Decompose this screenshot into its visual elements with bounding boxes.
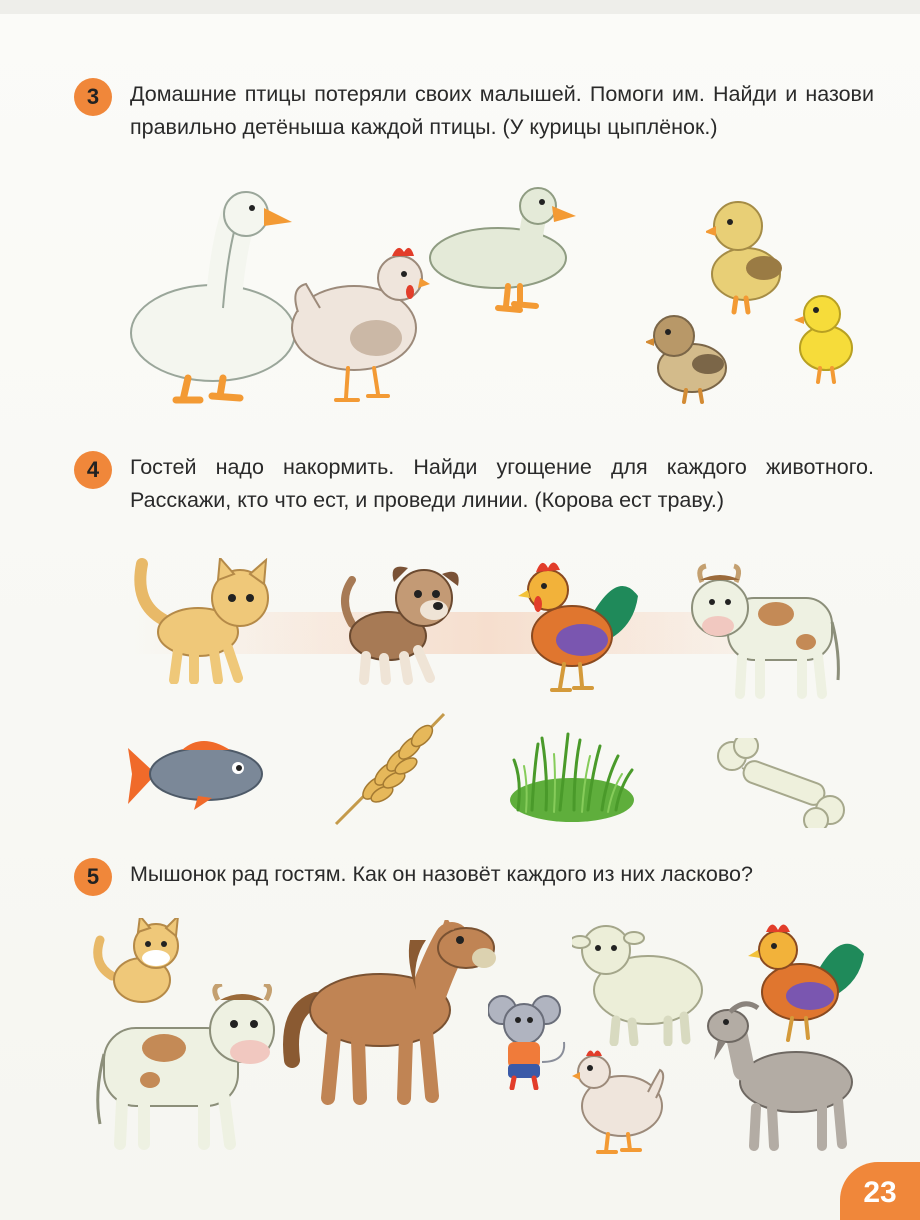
task-text: Домашние птицы потеряли своих малышей. Помоги им. Найди и назови правильно детёныша каждой птицы. (У курицы цыплёнок.)	[130, 82, 874, 139]
task-number: 5	[74, 858, 112, 896]
mouse-icon	[488, 990, 572, 1090]
bone-icon	[712, 738, 852, 828]
wheat-icon	[330, 710, 450, 828]
task-number: 4	[74, 451, 112, 489]
cow-icon	[92, 984, 278, 1154]
rooster-icon	[516, 556, 640, 694]
task-5	[74, 858, 874, 891]
hen-icon	[288, 238, 430, 410]
task-text: Гостей надо накормить. Найди угощение для каждого животного. Расскажи, кто что ест, и проведи линии. (Корова ест траву.)	[130, 455, 874, 512]
page-edge	[0, 0, 920, 14]
sheep-icon	[572, 920, 706, 1046]
task-3	[74, 78, 874, 144]
hen-icon	[572, 1044, 668, 1156]
puppy-icon	[338, 560, 462, 686]
cow-icon	[688, 562, 844, 700]
chick-icon	[792, 290, 856, 384]
duck-icon	[428, 186, 578, 316]
task-4	[74, 451, 874, 517]
fish-icon	[126, 734, 268, 812]
task-text: Мышонок рад гостям. Как он назовёт каждого из них ласково?	[130, 862, 753, 886]
goose-icon	[128, 188, 298, 408]
goat-icon	[704, 1000, 858, 1152]
horse-icon	[276, 920, 496, 1108]
gosling-icon	[646, 308, 730, 404]
page-number: 23	[840, 1162, 920, 1220]
grass-icon	[508, 730, 636, 822]
task-number: 3	[74, 78, 112, 116]
duckling-icon	[706, 196, 790, 318]
kitten-icon	[128, 558, 278, 684]
